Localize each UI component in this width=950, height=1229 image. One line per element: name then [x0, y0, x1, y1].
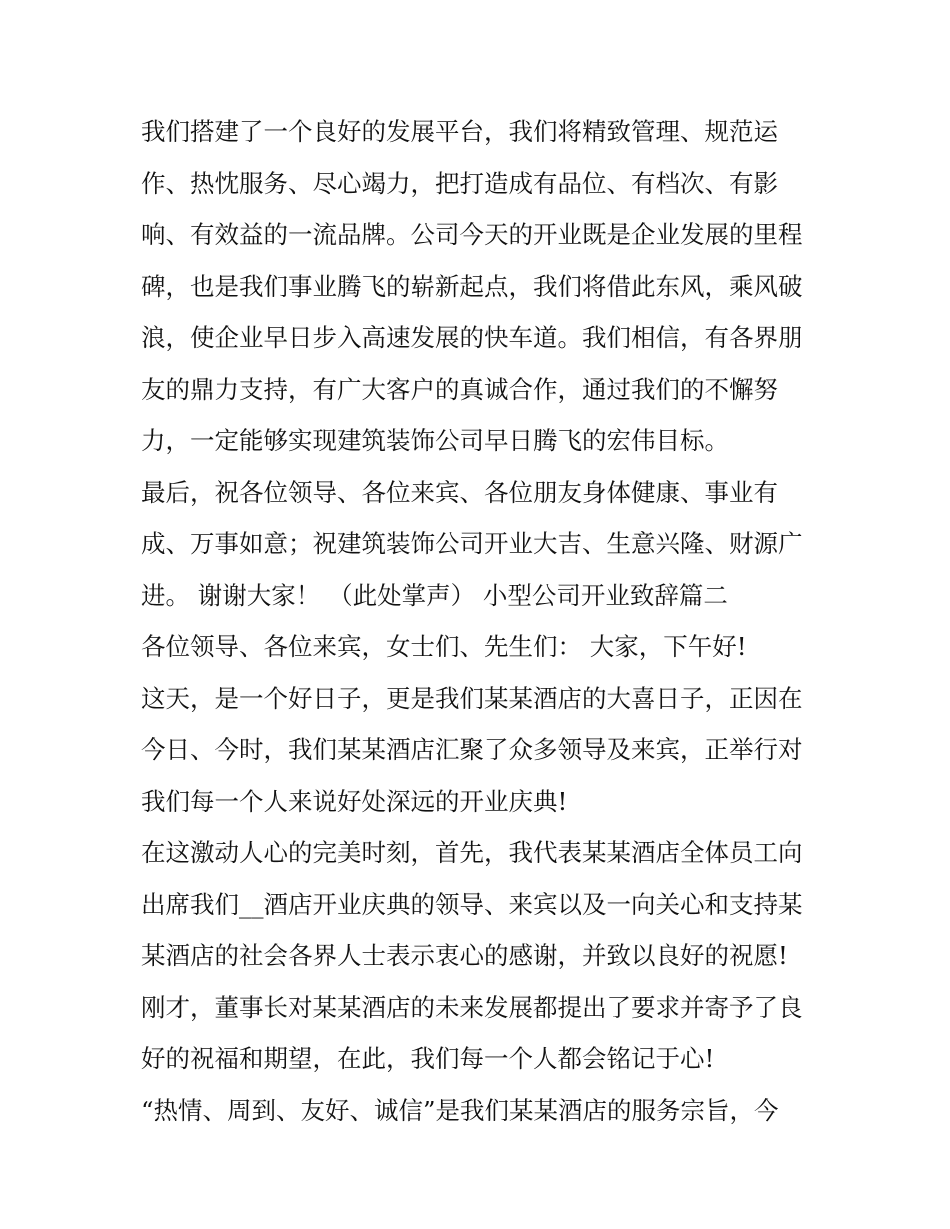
- text-line: 在这激动人心的完美时刻，首先，我代表某某酒店全体员工向: [141, 838, 803, 867]
- text-line: 这天，是一个好日子，更是我们某某酒店的大喜日子，正因在: [141, 683, 803, 713]
- text-line: 今日、今时，我们某某酒店汇聚了众多领导及来宾，正举行对: [141, 735, 803, 764]
- text-line: 成、万事如意；祝建筑装饰公司开业大吉、生意兴隆、财源广: [141, 529, 803, 558]
- text-line: 最后，祝各位领导、各位来宾、各位朋友身体健康、事业有: [141, 477, 778, 507]
- text-line: 刚才，董事长对某某酒店的未来发展都提出了要求并寄予了良: [141, 992, 803, 1022]
- text-line: 出席我们__酒店开业庆典的领导、来宾以及一向关心和支持某: [141, 889, 803, 919]
- text-line: 碑，也是我们事业腾飞的崭新起点，我们将借此东风，乘风破: [141, 271, 803, 301]
- text-line: “热情、周到、友好、诚信”是我们某某酒店的服务宗旨，今: [141, 1095, 779, 1125]
- text-line: 好的祝福和期望，在此，我们每一个人都会铭记于心!: [141, 1044, 715, 1073]
- text-line: 我们搭建了一个良好的发展平台，我们将精致管理、规范运: [141, 117, 778, 146]
- text-line: 浪，使企业早日步入高速发展的快车道。我们相信，有各界朋: [141, 323, 803, 352]
- text-line: 作、热忱服务、尽心竭力，把打造成有品位、有档次、有影: [141, 168, 778, 198]
- text-line: 进。 谢谢大家！ （此处掌声） 小型公司开业致辞篇二: [141, 580, 728, 610]
- text-line: 我们每一个人来说好处深远的开业庆典!: [141, 786, 568, 816]
- text-line: 响、有效益的一流品牌。公司今天的开业既是企业发展的里程: [141, 220, 803, 249]
- text-line: 某酒店的社会各界人士表示衷心的感谢，并致以良好的祝愿!: [141, 941, 788, 970]
- text-line: 友的鼎力支持，有广大客户的真诚合作，通过我们的不懈努: [141, 374, 778, 404]
- text-line: 各位领导、各位来宾，女士们、先生们： 大家，下午好!: [141, 632, 747, 661]
- text-line: 力，一定能够实现建筑装饰公司早日腾飞的宏伟目标。: [141, 426, 729, 455]
- body-text: [141, 106, 821, 1136]
